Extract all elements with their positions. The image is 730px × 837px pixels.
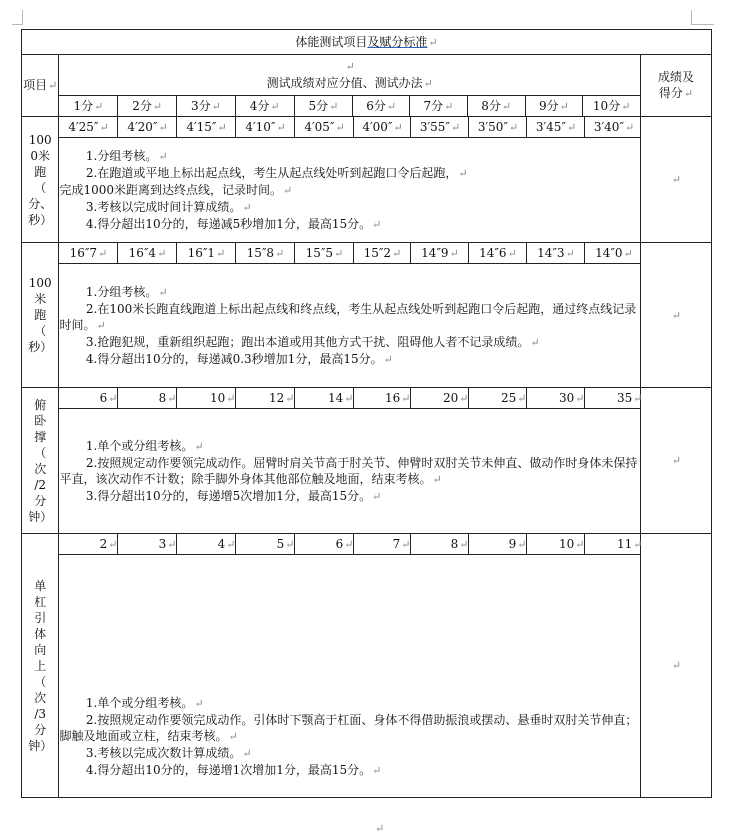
- paragraph-mark: ↵: [575, 537, 585, 551]
- event-name-line: 次: [34, 690, 47, 705]
- score-value-cell: [177, 388, 236, 408]
- score-value-cell: [411, 534, 469, 554]
- paragraph-mark: ↵: [623, 246, 633, 260]
- paragraph-mark: ↵: [335, 120, 345, 134]
- crop-mark-top-right: [691, 10, 714, 25]
- event-name-line: /3: [34, 706, 47, 721]
- rule-line: [59, 182, 640, 199]
- rule-line: [59, 488, 640, 505]
- score-value-cell: [118, 117, 177, 137]
- event-name-line: 跑: [34, 308, 47, 322]
- rule-text: 3.考核以完成次数计算成绩。: [85, 746, 242, 760]
- rule-text: 3.得分超出10分的，每递增5次增加1分，最高15分。: [85, 488, 372, 503]
- header-item: [22, 55, 59, 117]
- paragraph-mark: ↵: [428, 35, 438, 49]
- paragraph-mark: ↵: [624, 120, 635, 134]
- score-value-cell: [585, 117, 643, 137]
- score-value-cell: [177, 117, 236, 137]
- paragraph-mark: ↵: [94, 99, 104, 113]
- event-name-line: 100: [28, 276, 52, 290]
- score-value: 15″5: [305, 245, 334, 260]
- paragraph-mark: ↵: [633, 391, 643, 405]
- paragraph-mark: ↵: [329, 99, 339, 113]
- score-value: 16″7: [69, 245, 98, 260]
- paragraph-mark: ↵: [565, 246, 575, 260]
- score-value-cell: [469, 388, 527, 408]
- score-value: 3′40″: [593, 119, 624, 134]
- paragraph-mark: ↵: [458, 166, 468, 180]
- event-name-line: 上: [34, 658, 47, 673]
- paragraph-mark: ↵: [459, 537, 469, 551]
- paragraph-mark: ↵: [449, 246, 459, 260]
- score-value-cell: [295, 117, 354, 137]
- score-cell-pushup: [641, 388, 712, 534]
- paragraph-mark: ↵: [459, 391, 469, 405]
- table-title: [22, 30, 712, 55]
- score-level-cell: [177, 96, 236, 117]
- paragraph-mark: ↵: [285, 391, 295, 405]
- score-level-cell: [59, 96, 118, 117]
- event-name-pushup: [22, 388, 59, 534]
- rule-text: 2.按照规定动作要领完成动作。引体时下颚高于杠面、身体不得借助振浪或摆动、悬垂时双肘关节伸直；脚触及地面或立柱，结束考核。: [59, 713, 638, 743]
- paragraph-mark: ↵: [226, 537, 236, 551]
- paragraph-mark: ↵: [275, 246, 285, 260]
- event-name-line: 卧: [34, 413, 47, 428]
- paragraph-mark: ↵: [386, 99, 397, 113]
- paragraph-mark: ↵: [216, 246, 226, 260]
- rule-text: 4.得分超出10分的，每递减5秒增加1分，最高15分。: [85, 216, 372, 231]
- score-value: 10: [209, 390, 226, 405]
- rule-text: 1.单个或分组考核。: [85, 696, 194, 710]
- event-name-line: 米: [34, 292, 47, 306]
- paragraph-mark: ↵: [270, 99, 280, 113]
- event-name-line: （: [34, 674, 47, 689]
- event-name-line: 单: [34, 578, 47, 593]
- score-value-cell: [411, 388, 469, 408]
- event-name-line: 俯: [34, 397, 47, 412]
- score-value-cell: [527, 388, 585, 408]
- paragraph-mark: ↵: [217, 120, 227, 134]
- score-values-row: [59, 388, 642, 408]
- rule-line: [59, 351, 640, 368]
- paragraph-mark: ↵: [211, 99, 221, 113]
- title-prefix: 体能测试项目: [295, 34, 368, 49]
- score-level-cell: [525, 96, 583, 117]
- score-value-cell: [236, 243, 295, 263]
- score-value-cell: [585, 534, 643, 554]
- score-level-label: 2分: [132, 98, 152, 113]
- paragraph-mark: ↵: [508, 120, 519, 134]
- score-values-row: [59, 534, 642, 554]
- rule-line: [59, 695, 640, 712]
- score-value-cell: [236, 388, 295, 408]
- score-level-label: 4分: [249, 98, 270, 113]
- score-value-cell: [59, 534, 118, 554]
- score-value: 9: [508, 536, 517, 551]
- event-name-line: 杠: [34, 594, 47, 609]
- score-level-cell: [118, 96, 177, 117]
- event-name-line: 引: [34, 610, 47, 625]
- score-level-label: 7分: [423, 98, 444, 113]
- paragraph-mark: ↵: [285, 537, 295, 551]
- score-value: 7: [392, 536, 401, 551]
- rule-line: [59, 284, 640, 301]
- paragraph-mark: ↵: [108, 391, 118, 405]
- paragraph-mark: ↵: [559, 99, 569, 113]
- score-value-cell: [354, 243, 411, 263]
- paragraph-mark: ↵: [334, 246, 344, 260]
- rule-text: 2.在跑道或平地上标出起点线，考生从起点线处听到起跑口令后起跑，: [85, 165, 458, 180]
- paragraph-mark: ↵: [158, 285, 168, 299]
- score-values-row: [59, 117, 642, 137]
- paragraph-mark: ↵: [276, 120, 286, 134]
- event-name-line: 秒）: [28, 340, 53, 354]
- paragraph-mark: ↵: [98, 246, 108, 260]
- paragraph-mark: ↵: [158, 149, 168, 163]
- score-value: 14″3: [537, 245, 565, 260]
- rule-line: [59, 712, 640, 745]
- header-method: [59, 55, 641, 96]
- rule-line: [59, 301, 640, 334]
- rule-line: [59, 334, 640, 351]
- paragraph-mark: ↵: [683, 87, 694, 100]
- fitness-test-table: [21, 29, 712, 798]
- event-name-line: （: [34, 324, 47, 338]
- paragraph-mark: ↵: [242, 200, 252, 214]
- rule-line: [59, 762, 640, 779]
- score-level-cell: [294, 96, 353, 117]
- paragraph-mark: ↵: [152, 99, 163, 113]
- score-value-cell: [411, 117, 469, 137]
- score-value: 20: [442, 390, 459, 405]
- score-value-cell: [469, 243, 527, 263]
- header-score: [641, 55, 712, 117]
- score-value: 3: [158, 536, 167, 551]
- score-value-cell: [59, 388, 118, 408]
- event-name-1000m: [22, 117, 59, 243]
- score-level-label: 3分: [190, 98, 211, 113]
- event-name-line: 钟）: [28, 738, 53, 753]
- score-level-cell: [583, 96, 641, 117]
- score-value: 11: [616, 536, 633, 551]
- score-level-label: 9分: [538, 98, 559, 113]
- event-name-line: 钟）: [28, 509, 53, 524]
- score-level-label: 6分: [366, 98, 386, 113]
- paragraph-mark: ↵: [501, 99, 512, 113]
- score-value-cell: [177, 243, 236, 263]
- score-value: 6: [99, 390, 108, 405]
- paragraph-mark: ↵: [344, 537, 354, 551]
- rule-text: 2.按照规定动作要领完成动作。屈臂时肩关节高于肘关节、伸臂时双肘关节未伸直、做动作时身体未保持平直，该次动作不计数；除手脚外身体其他部位触及地面，结束考核。: [59, 455, 638, 486]
- paragraph-mark: ↵: [530, 335, 540, 349]
- paragraph-mark: ↵: [96, 318, 106, 332]
- rule-text: 3.考核以完成时间计算成绩。: [85, 199, 242, 214]
- rules-pushup: [59, 409, 641, 534]
- paragraph-mark: ↵: [167, 391, 177, 405]
- paragraph-mark: ↵: [157, 246, 167, 260]
- paragraph-mark: ↵: [99, 120, 109, 134]
- event-name-line: 分: [34, 722, 47, 737]
- paragraph-mark: ↵: [401, 537, 411, 551]
- paragraph-mark: ↵: [671, 173, 682, 186]
- paragraph-mark: ↵: [566, 120, 577, 134]
- paragraph-mark: ↵: [194, 697, 204, 710]
- score-values-row: [59, 243, 642, 263]
- score-value-cell: [354, 388, 411, 408]
- score-value-cell: [469, 534, 527, 554]
- score-value: 14″9: [421, 245, 449, 260]
- event-name-pullup: [22, 534, 59, 798]
- score-value: 16: [384, 390, 401, 405]
- paragraph-mark: ↵: [392, 246, 402, 260]
- score-value-cell: [118, 388, 177, 408]
- score-value-cell: [118, 243, 177, 263]
- score-value-cell: [527, 534, 585, 554]
- score-level-cell: [410, 96, 468, 117]
- paragraph-mark: ↵: [671, 454, 682, 467]
- rule-text: 1.分组考核。: [85, 284, 158, 299]
- paragraph-mark: ↵: [345, 59, 355, 73]
- paragraph-mark: ↵: [283, 183, 293, 197]
- score-level-label: 10分: [592, 98, 621, 113]
- score-value: 15″2: [363, 245, 392, 260]
- score-value: 14″6: [479, 245, 507, 260]
- paragraph-mark: ↵: [671, 659, 682, 672]
- score-value: 5: [276, 536, 285, 551]
- paragraph-mark: ↵: [372, 217, 382, 231]
- rule-line: [59, 455, 640, 488]
- score-value-cell: [295, 243, 354, 263]
- score-value: 2: [99, 536, 108, 551]
- paragraph-mark: ↵: [401, 391, 411, 405]
- paragraph-mark: ↵: [344, 391, 354, 405]
- score-value: 4: [217, 536, 226, 551]
- rules-pullup: [59, 555, 641, 798]
- score-value-cell: [354, 117, 411, 137]
- rule-text: 完成1000米距离到达终点线，记录时间。: [59, 182, 283, 197]
- paragraph-mark: ↵: [372, 764, 382, 777]
- paragraph-mark: ↵: [575, 391, 585, 405]
- score-value-cell: [469, 117, 527, 137]
- score-value: 4′20″: [127, 119, 158, 134]
- header-score-line2: 得分: [658, 86, 683, 100]
- crop-mark-top-left: [12, 10, 23, 25]
- event-name-line: 次: [34, 461, 47, 476]
- event-name-line: 0米: [30, 148, 51, 163]
- rule-line: [59, 216, 640, 233]
- score-value-cell: [59, 243, 118, 263]
- score-value: 12: [268, 390, 285, 405]
- rule-line: [59, 148, 640, 165]
- paragraph-mark: ↵: [194, 439, 204, 453]
- paragraph-mark: ↵: [393, 120, 403, 134]
- score-level-cell: [235, 96, 294, 117]
- paragraph-mark: ↵: [423, 76, 433, 90]
- event-name-line: 秒）: [28, 212, 53, 227]
- rule-line: [59, 199, 640, 216]
- score-value: 4′15″: [186, 119, 217, 134]
- score-value-cell: [118, 534, 177, 554]
- event-name-line: 向: [34, 642, 47, 657]
- score-value: 4′25″: [68, 119, 99, 134]
- rule-line: [59, 745, 640, 762]
- event-name-line: 分: [34, 493, 47, 508]
- score-level-label: 8分: [481, 98, 501, 113]
- score-value-cell: [177, 534, 236, 554]
- header-method-label: 测试成绩对应分值、测试办法: [266, 75, 423, 90]
- score-value: 3′50″: [477, 119, 508, 134]
- score-value: 8: [450, 536, 459, 551]
- event-name-line: （: [34, 180, 47, 195]
- score-value: 4′10″: [245, 119, 276, 134]
- score-value: 16″1: [187, 245, 216, 260]
- event-name-line: 100: [28, 132, 52, 147]
- score-value-cell: [236, 534, 295, 554]
- score-cell-100m: [641, 243, 712, 388]
- score-value-cell: [59, 117, 118, 137]
- score-level-cell: [467, 96, 525, 117]
- event-name-line: 跑: [34, 164, 47, 179]
- paragraph-mark: ↵: [450, 120, 461, 134]
- score-cell-1000m: [641, 117, 712, 243]
- paragraph-mark: ↵: [242, 747, 252, 760]
- score-value: 8: [158, 390, 167, 405]
- event-name-line: 撑: [34, 429, 47, 444]
- rule-line: [59, 438, 640, 455]
- score-cell-pullup: [641, 534, 712, 798]
- paragraph-mark: ↵: [226, 391, 236, 405]
- paragraph-mark: ↵: [383, 352, 393, 366]
- score-value: 30: [558, 390, 575, 405]
- score-value-cell: [527, 117, 585, 137]
- paragraph-mark: ↵: [108, 537, 118, 551]
- paragraph-mark: ↵: [444, 99, 454, 113]
- rules-1000m: [59, 138, 641, 243]
- score-level-label: 1分: [73, 98, 94, 113]
- paragraph-mark: ↵: [507, 246, 517, 260]
- paragraph-mark: ↵: [517, 537, 527, 551]
- header-score-line1: 成绩及: [658, 70, 695, 84]
- paragraph-mark: ↵: [48, 79, 58, 92]
- score-value-cell: [411, 243, 469, 263]
- score-level-label: 5分: [308, 98, 329, 113]
- paragraph-mark: ↵: [633, 537, 643, 551]
- rules-100m: [59, 264, 641, 388]
- paragraph-mark: ↵: [621, 99, 631, 113]
- title-underlined: 及赋分标准: [367, 34, 428, 49]
- paragraph-mark: ↵: [517, 391, 527, 405]
- score-value: 4′00″: [362, 119, 393, 134]
- event-name-line: /2: [34, 477, 47, 492]
- score-value: 14″0: [595, 245, 623, 260]
- score-value: 14: [327, 390, 344, 405]
- score-value-cell: [585, 388, 643, 408]
- score-value-cell: [295, 534, 354, 554]
- paragraph-mark: ↵: [432, 472, 442, 486]
- score-value: 16″4: [128, 245, 157, 260]
- score-value: 10: [558, 536, 575, 551]
- paragraph-mark: ↵: [372, 489, 382, 503]
- paragraph-mark: ↵: [671, 308, 682, 322]
- rule-text: 4.得分超出10分的，每递减0.3秒增加1分，最高15分。: [85, 351, 383, 366]
- score-value: 15″8: [246, 245, 275, 260]
- score-value-cell: [354, 534, 411, 554]
- score-value: 3′45″: [535, 119, 566, 134]
- rule-line: [59, 165, 640, 182]
- paragraph-mark: ↵: [158, 120, 168, 134]
- event-name-line: 体: [34, 626, 47, 641]
- rule-text: 1.分组考核。: [85, 148, 158, 163]
- score-level-cell: [353, 96, 410, 117]
- score-value-cell: [236, 117, 295, 137]
- paragraph-mark: ↵: [228, 730, 238, 743]
- rule-text: 4.得分超出10分的，每递增1次增加1分，最高15分。: [85, 763, 372, 777]
- rule-text: 1.单个或分组考核。: [85, 438, 194, 453]
- score-value: 3′55″: [419, 119, 450, 134]
- event-name-line: 分、: [28, 196, 53, 211]
- paragraph-mark: ↵: [167, 537, 177, 551]
- score-value-cell: [295, 388, 354, 408]
- score-value: 35: [616, 390, 633, 405]
- rule-text: 3.抢跑犯规，重新组织起跑；跑出本道或用其他方式干扰、阻碍他人者不记录成绩。: [85, 334, 530, 349]
- rule-text: 2.在100米长跑直线跑道上标出起点线和终点线，考生从起点线处听到起跑口令后起跑，通过终点线记录时间。: [59, 301, 637, 332]
- event-name-100m: [22, 243, 59, 388]
- score-value: 4′05″: [304, 119, 335, 134]
- score-value-cell: [527, 243, 585, 263]
- event-name-line: （: [34, 445, 47, 460]
- header-item-label: 项目: [23, 78, 48, 92]
- score-value: 25: [500, 390, 517, 405]
- paragraph-mark-bottom: ↵: [375, 822, 385, 835]
- score-value: 6: [335, 536, 344, 551]
- score-value-cell: [585, 243, 643, 263]
